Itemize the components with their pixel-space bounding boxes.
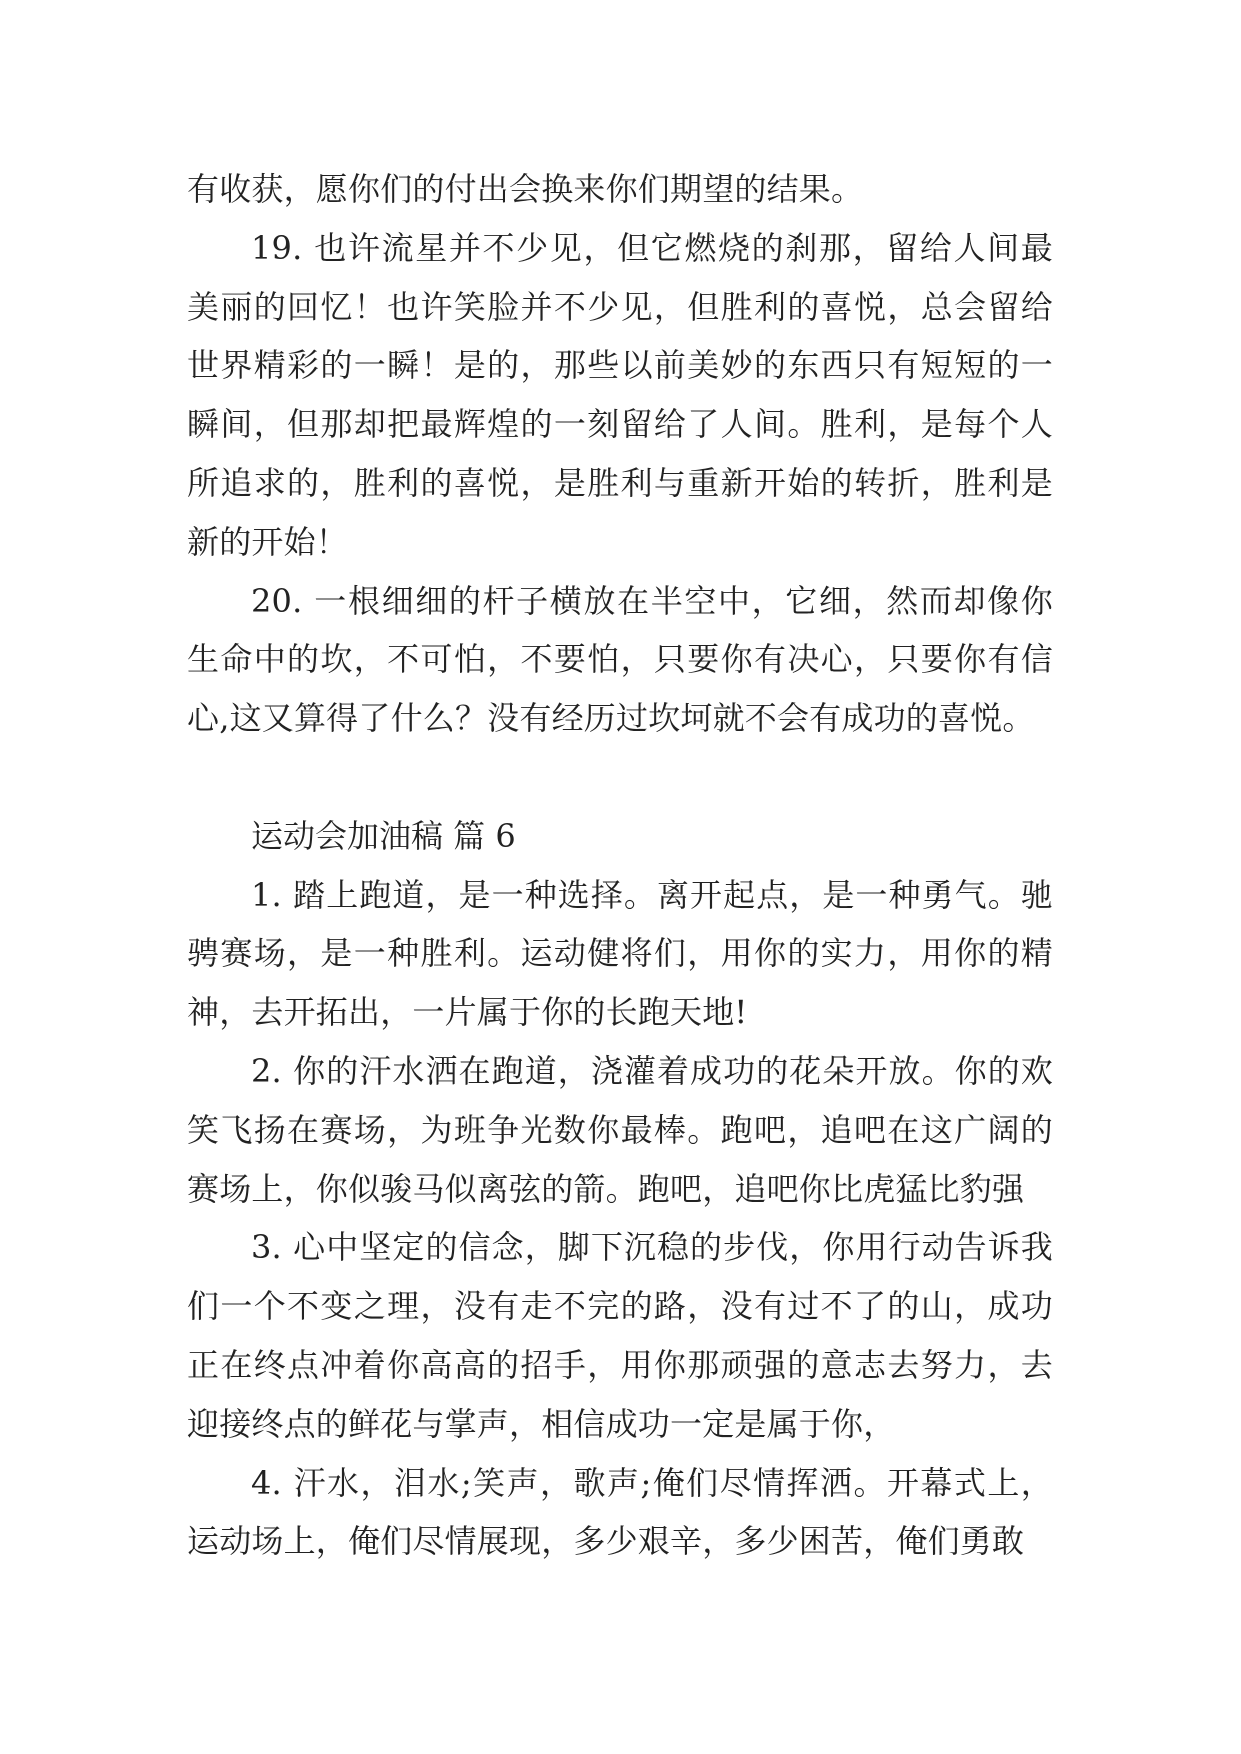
paragraph-item-20: 20. 一根细细的杆子横放在半空中，它细，然而却像你生命中的坎，不可怕，不要怕，只要你有决心，只要你有信心,这又算得了什么？没有经历过坎坷就不会有成功的喜悦。	[187, 581, 1053, 738]
paragraph-continuation: 有收获，愿你们的付出会换来你们期望的结果。	[187, 170, 864, 208]
paragraph-item-3: 3. 心中坚定的信念，脚下沉稳的步伐，你用行动告诉我们一个不变之理，没有走不完的路，没有过不了的山，成功正在终点冲着你高高的招手，用你那顽强的意志去努力，去迎接终点的鲜花与掌声，相信成功一定是属于你，	[187, 1228, 1053, 1443]
section-spacer	[187, 748, 1053, 807]
paragraph-item-1: 1. 踏上跑道，是一种选择。离开起点，是一种勇气。驰骋赛场，是一种胜利。运动健将们，用你的实力，用你的精神，去开拓出，一片属于你的长跑天地!	[187, 875, 1053, 1032]
paragraph-item-4: 4. 汗水，泪水;笑声，歌声;俺们尽情挥洒。开幕式上，运动场上，俺们尽情展现，多少艰辛，多少困苦，俺们勇敢	[187, 1463, 1053, 1561]
section-title: 运动会加油稿 篇 6	[251, 816, 516, 855]
paragraph-item-19: 19. 也许流星并不少见，但它燃烧的刹那，留给人间最美丽的回忆！也许笑脸并不少见，但胜利的喜悦，总会留给世界精彩的一瞬！是的，那些以前美妙的东西只有短短的一瞬间，但那却把最辉煌的一刻留给了人间。胜利，是每个人所追求的，胜利的喜悦，是胜利与重新开始的转折，胜利是新的开始！	[187, 228, 1053, 561]
paragraph-item-2: 2. 你的汗水洒在跑道，浇灌着成功的花朵开放。你的欢笑飞扬在赛场，为班争光数你最棒。跑吧，追吧在这广阔的赛场上，你似骏马似离弦的箭。跑吧，追吧你比虎猛比豹强	[187, 1051, 1053, 1208]
document-body	[187, 160, 1053, 1571]
